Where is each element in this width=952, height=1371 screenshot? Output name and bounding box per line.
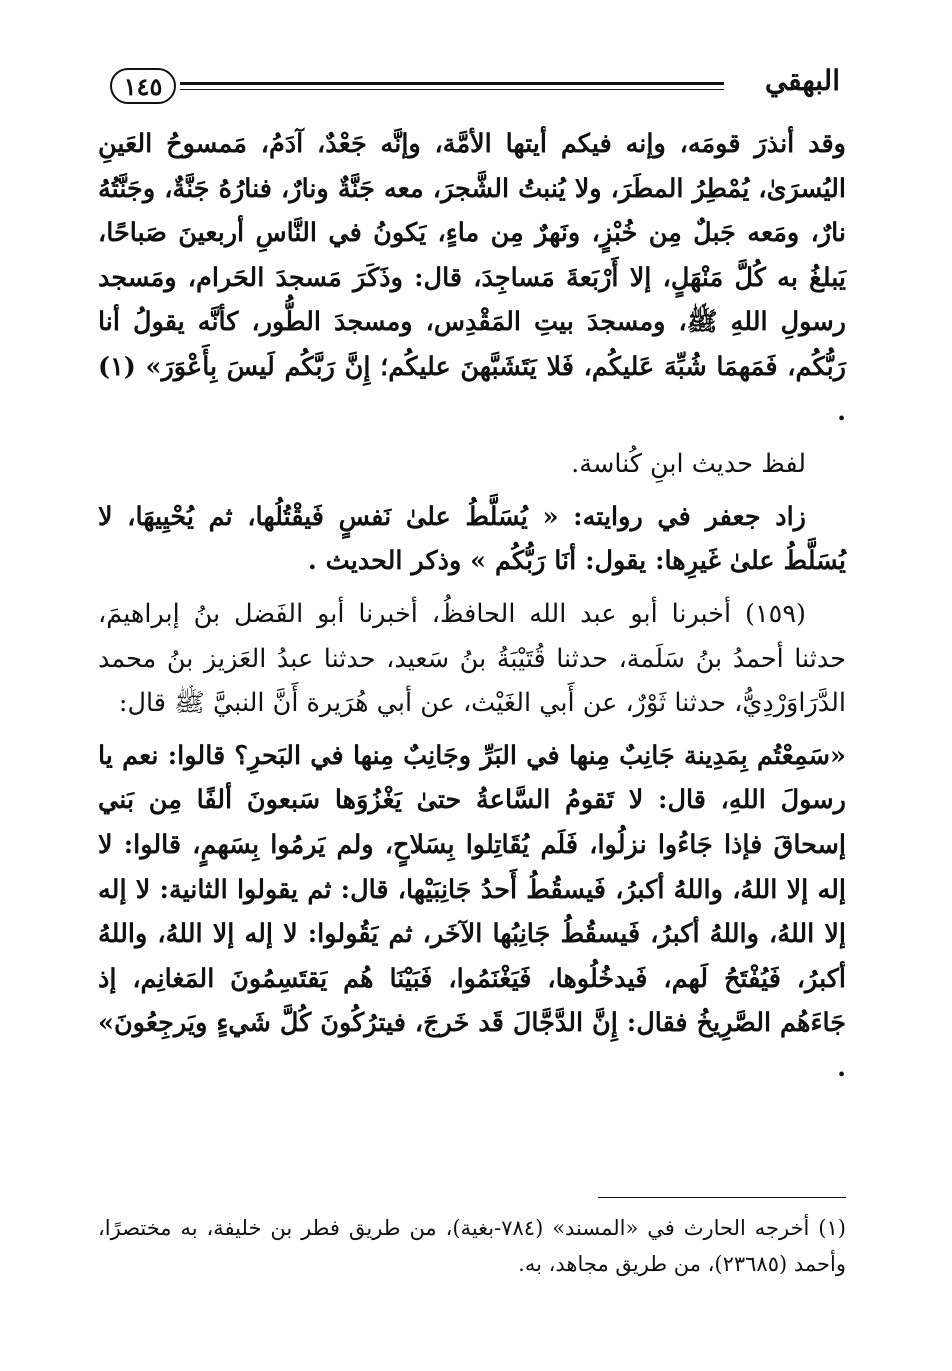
page-number: ١٤٥: [110, 68, 176, 104]
paragraph-isnad: (١٥٩) أخبرنا أبو عبد الله الحافظُ، أخبرنا أبو الفَضل بنُ إبراهيمَ، حدثنا أحمدُ بنُ سَلَمة، حدثنا قُتَيْبَةُ بنُ سَعيد، حدثنا عبدُ العَزيز بنُ محمد الدَّرَاوَرْدِيُّ، حدثنا ثَوْرٌ، عن أَبي الغَيْث، عن أبي هُرَيرة أَنَّ النبيَّ ﷺ قال:: [98, 598, 846, 719]
book-title: البهقي: [764, 64, 840, 97]
main-text: [98, 122, 846, 1098]
paragraph-addition: زاد جعفر في روايته: « يُسَلَّطُ علىٰ نَفسٍ فَيقْتُلُها، ثم يُحْيِيهَا، لا يُسَلَّطُ علىٰ غَيرِها: يقول: أنَا رَبُّكُم » وذكر الحديث .: [98, 501, 846, 577]
header-rule: [180, 82, 724, 90]
paragraph-hadith-text: وقد أنذرَ قومَه، وإنه فيكم أيتها الأمَّة، وإنَّه جَعْدٌ، آدَمُ، مَمسوحُ العَينِ اليُسرَىٰ، يُمْطِرُ المطَرَ، ولا يُنبتُ الشَّجرَ، معه جَنَّةٌ ونارٌ، فنارُهُ جَنَّةٌ، وجَنَّتُهُ نارٌ، ومَعه جَبلٌ مِن خُبْزٍ، ونَهرٌ مِن ماءٍ، يَكونُ في النَّاسِ أربعينَ صَباحًا، يَبلغُ به كُلَّ مَنْهَلٍ، إلا أَرْبَعةَ مَساجِدَ، قال: وذَكَرَ مَسجدَ الحَرام، ومَسجد رسولِ اللهِ ﷺ، ومسجدَ بيتِ المَقْدِس، ومسجدَ الطُّور، كأنَّه يقولُ أنا رَبُّكُم، فَمَهمَا شُبِّهَ عَليكُم، فَلا يَتَشَبَّهنَ عليكُم؛ إِنَّ رَبَّكُم لَيسَ بِأَعْوَرَ» (١) .: [98, 129, 846, 427]
paragraph-note: لفظ حديث ابنِ كُناسة.: [571, 449, 806, 480]
footnote-separator: [598, 1197, 846, 1198]
paragraph-hadith-matn: «سَمِعْتُم بِمَدِينة جَانِبٌ مِنها في البَرِّ وجَانِبٌ مِنها في البَحرِ؟ قالوا: نعم يا رسولَ اللهِ، قال: لا تَقومُ السَّاعةُ حتىٰ يَغْزُوَها سَبعونَ ألفًا مِن بَني إسحاقَ فإذا جَاءُوا نزلُوا، فَلَم يُقَاتِلوا بِسَلاحٍ، ولم يَرمُوا بِسَهمٍ، قالوا: لا إله إلا اللهُ، واللهُ أكبرُ، فَيسقُطُ أَحدُ جَانِبَيْها، قال: ثم يقولوا الثانية: لا إله إلا اللهُ، واللهُ أكبرُ، فَيسقُطُ جَانِبُها الآخَر، ثم يَقُولوا: لا إله إلا اللهُ، واللهُ أكبرُ، فَيُفْتَحُ لَهم، فَيدخُلُوها، فَيَغْنَمُوا، فَبَيْنَا هُم يَقتَسِمُونَ المَغانِم، إذ جَاءَهُم الصَّرِيخُ فقال: إِنَّ الدَّجَّالَ قَد خَرجَ، فيترُكُونَ كُلَّ شَيءٍ ويَرجِعُونَ» .: [98, 740, 846, 1083]
footnote-1: (١) أخرجه الحارث في «المسند» (٧٨٤-بغية)، من طريق فطر بن خليفة، به مختصرًا، وأحمد (٢٣٦٨٥)، من طريق مجاهد، به.: [98, 1216, 846, 1276]
page-header: [100, 62, 842, 114]
footnotes: [98, 1210, 846, 1282]
